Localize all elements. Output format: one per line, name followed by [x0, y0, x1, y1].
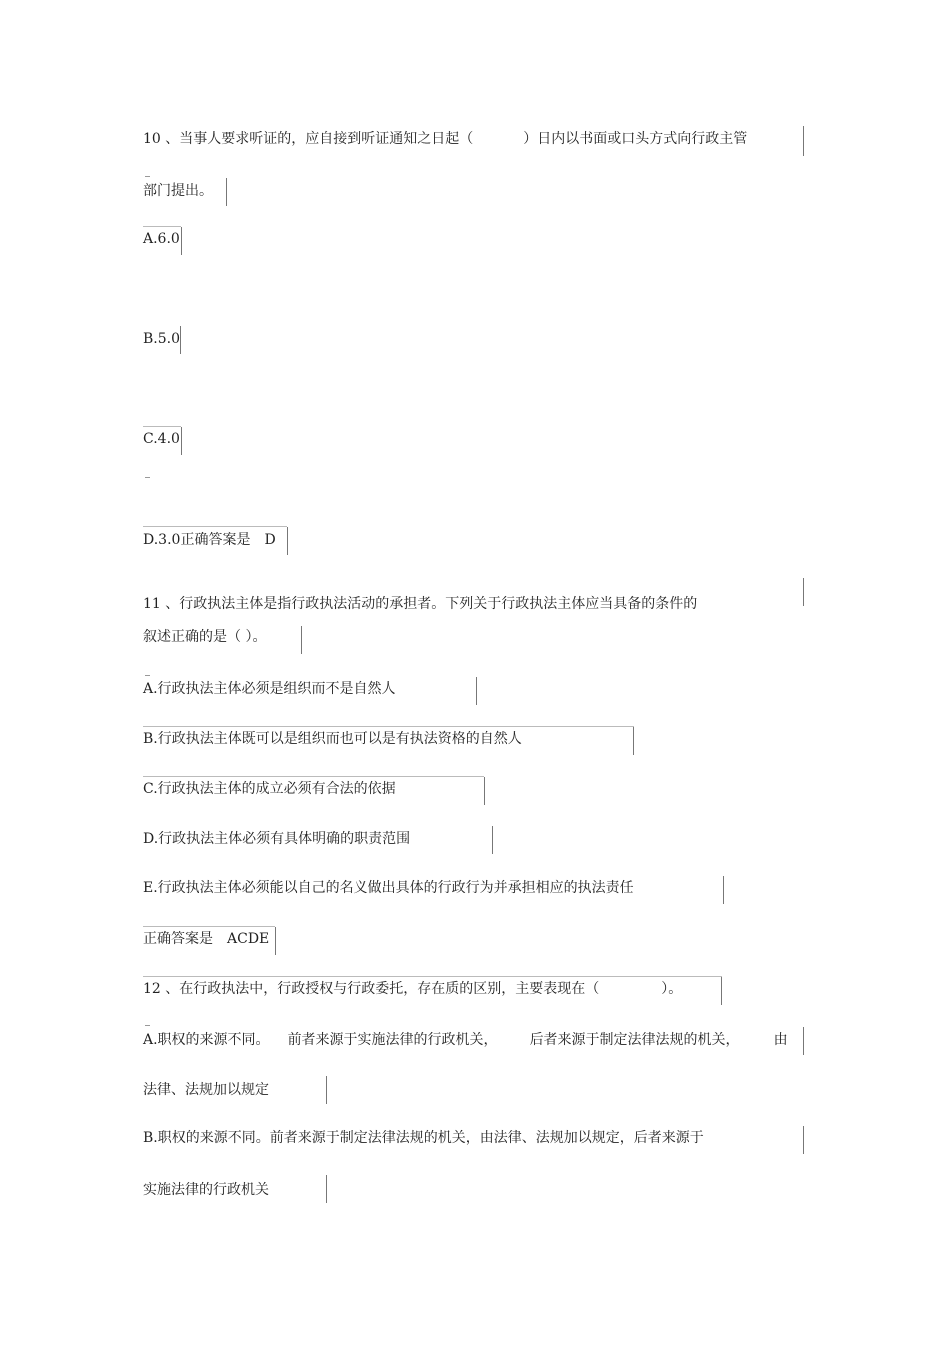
q11-option-a: A.行政执法主体必须是组织而不是自然人	[143, 681, 396, 697]
q11-option-d-bar	[492, 826, 493, 854]
q10-answer: D	[264, 532, 276, 548]
q10-option-d-top-line	[143, 526, 287, 527]
tick-mark	[145, 1025, 150, 1026]
q10-line1-bar	[803, 126, 804, 156]
q10-option-c: C.4.0	[143, 431, 180, 447]
q12-stem	[143, 980, 682, 998]
q12-option-a-part3: 后者来源于制定法律法规的机关，	[529, 1032, 740, 1048]
tick-mark	[145, 675, 150, 676]
q12-option-b-line2-bar	[326, 1175, 327, 1203]
q11-option-c-bar	[484, 777, 485, 805]
q10-stem-part1: 10 、当事人要求听证的，应自接到听证通知之日起（	[143, 131, 474, 147]
q11-option-b-bar	[633, 727, 634, 755]
q11-answer: ACDE	[227, 931, 270, 947]
q11-answer-line	[143, 930, 269, 948]
q10-stem-part2: ）日内以书面或口头方式向行政主管	[523, 131, 748, 147]
q10-option-a-top-line	[143, 226, 181, 227]
q10-line2-bar	[226, 178, 227, 206]
q10-option-a: A.6.0	[143, 231, 180, 247]
q10-option-d-bar	[287, 527, 288, 555]
q10-option-d: D.3.0	[143, 532, 181, 548]
q12-option-b-line2: 实施法律的行政机关	[143, 1182, 269, 1198]
tick-mark	[145, 477, 150, 478]
q11-option-e: E.行政执法主体必须能以自己的名义做出具体的行政行为并承担相应的执法责任	[143, 880, 634, 896]
q11-answer-top-line	[143, 926, 275, 927]
q10-stem-line2: 部门提出。	[143, 183, 213, 199]
q12-stem-top-line	[143, 976, 722, 977]
q11-option-c-top-line	[143, 776, 484, 777]
q11-option-b-top-line	[143, 726, 634, 727]
q10-option-a-bar	[181, 227, 182, 255]
q12-option-a-line1-bar	[803, 1027, 804, 1055]
q12-option-a-line2: 法律、法规加以规定	[143, 1082, 269, 1098]
q12-option-a-part2: 前者来源于实施法律的行政机关，	[287, 1032, 498, 1048]
q10-stem-line1	[143, 130, 747, 148]
q10-option-c-top-line	[143, 426, 181, 427]
q10-option-c-bar	[181, 427, 182, 455]
q11-option-e-bar	[723, 876, 724, 904]
q12-stem-bar	[721, 977, 722, 1005]
q11-option-a-bar	[476, 677, 477, 705]
q11-stem-line2: 叙述正确的是（ ）。	[143, 629, 267, 645]
q11-answer-bar	[275, 927, 276, 955]
q12-option-b-line1-bar	[803, 1126, 804, 1154]
q12-stem-part1: 12 、在行政执法中，行政授权与行政委托，存在质的区别，主要表现在（	[143, 981, 600, 997]
q12-option-a-part1: A.职权的来源不同。	[143, 1032, 270, 1048]
q11-stem-line1: 11 、行政执法主体是指行政执法活动的承担者。下列关于行政执法主体应当具备的条件的	[143, 596, 698, 612]
q11-answer-label: 正确答案是	[143, 931, 213, 947]
q12-option-b-line1: B.职权的来源不同。前者来源于制定法律法规的机关，由法律、法规加以规定，后者来源于	[143, 1130, 704, 1146]
q10-option-d-answer	[143, 531, 276, 549]
tick-mark	[145, 176, 150, 177]
q10-option-b-bar	[180, 326, 181, 354]
q10-option-b: B.5.0	[143, 331, 181, 347]
q12-option-a-line1	[143, 1031, 788, 1049]
q12-option-a-line2-bar	[326, 1076, 327, 1104]
q11-option-c: C.行政执法主体的成立必须有合法的依据	[143, 781, 396, 797]
q12-option-a-part4: 由	[773, 1032, 788, 1048]
q11-option-b: B.行政执法主体既可以是组织而也可以是有执法资格的自然人	[143, 731, 522, 747]
q12-stem-part2: ）。	[661, 981, 683, 997]
q10-answer-label: 正确答案是	[180, 532, 251, 548]
q11-line1-bar	[803, 578, 804, 606]
q11-option-d: D.行政执法主体必须有具体明确的职责范围	[143, 831, 411, 847]
q11-line2-bar	[301, 626, 302, 654]
